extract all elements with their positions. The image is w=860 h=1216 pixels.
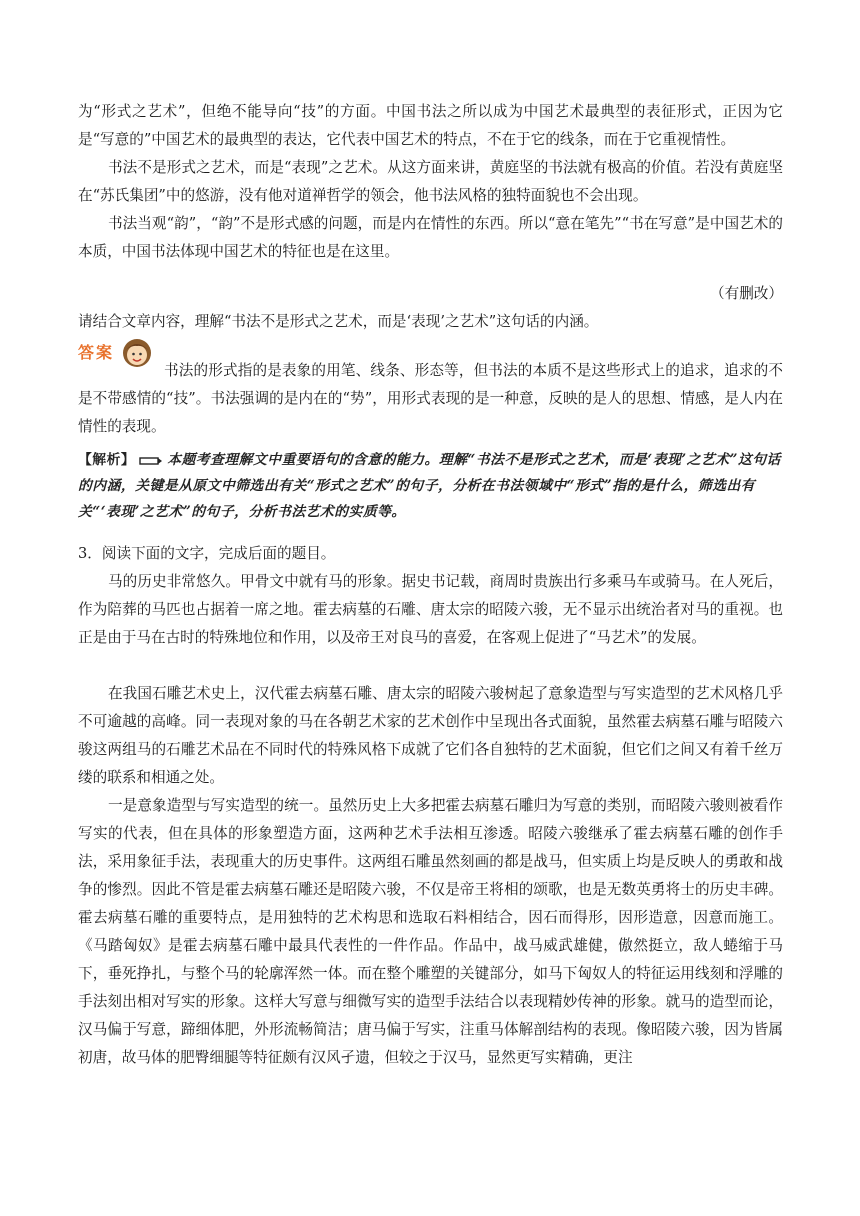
paragraph-calligraphy-yun: 书法当观“韵”，“韵”不是形式感的问题，而是内在情性的东西。所以“意在笔先”“书在写意”是中国艺术的本质，中国书法体现中国艺术的特征也是在这里。 [78, 215, 783, 260]
source-note: （有删改） [710, 285, 783, 302]
question3-paragraph-3: 一是意象造型与写实造型的统一。虽然历史上大多把霍去病墓石雕归为写意的类别，而昭陵六骏则被看作写实的代表，但在具体的形象塑造方面，这两种艺术手法相互渗透。昭陵六骏继承了霍去病墓石雕的创作手法，采用象征手法，表现重大的历史事件。这两组石雕虽然刻画的都是战马，但实质上均是反映人的勇敢和战争的惨烈。因此不管是霍去病墓石雕还是昭陵六骏，不仅是帝王将相的颂歌，也是无数英勇将士的历史丰碑。霍去病墓石雕的重要特点，是用独特的艺术构思和选取石料相结合，因石而得形，因形造意，因意而施工。《马踏匈奴》是霍去病墓石雕中最具代表性的一件作品。作品中，战马威武雄健，傲然挺立，敌人蜷缩于马下，垂死挣扎，与整个马的轮廓浑然一体。而在整个雕塑的关键部分，如马下匈奴人的特征运用线刻和浮雕的手法刻出相对写实的形象。这样大写意与细微写实的造型手法结合以表现精妙传神的形象。就马的造型而论，汉马偏于写意，蹄细体肥，外形流畅简洁；唐马偏于写实，注重马体解剖结构的表现。像昭陵六骏，因为皆属初唐，故马体的肥臀细腿等特征颇有汉风孑遗，但较之于汉马，显然更写实精确，更注 [78, 797, 783, 1066]
pen-icon [139, 455, 163, 467]
question3-heading: 3．阅读下面的文字，完成后面的题目。 [78, 545, 336, 562]
question3-paragraph-1: 马的历史非常悠久。甲骨文中就有马的形象。据史书记载，商周时贵族出行多乘马车或骑马。在人死后，作为陪葬的马匹也占据着一席之地。霍去病墓的石雕、唐太宗的昭陵六骏，无不显示出统治者对马的重视。也正是由于马在古时的特殊地位和作用，以及帝王对良马的喜爱，在客观上促进了“马艺术”的发展。 [78, 573, 783, 646]
answer-text: 书法的形式指的是表象的用笔、线条、形态等，但书法的本质不是这些形式上的追求，追求的不是不带感情的“技”。书法强调的是内在的“势”，用形式表现的是一种意，反映的是人的思想、情感，是人内在情性的表现。 [78, 362, 783, 435]
question-prompt: 请结合文章内容，理解“书法不是形式之艺术，而是‘表现’之艺术”这句话的内涵。 [78, 313, 599, 330]
paragraph-continuation: 为“形式之艺术”，但绝不能导向“技”的方面。中国书法之所以成为中国艺术最典型的表征形式，正因为它是“写意的”中国艺术的最典型的表达，它代表中国艺术的特点，不在于它的线条，而在于它重视情性。 [78, 103, 783, 148]
answer-label: 答案 [78, 343, 115, 362]
analysis-text: 本题考查理解文中重要语句的含意的能力。理解“书法不是形式之艺术，而是‘表现’之艺术”这句话的内涵，关键是从原文中筛选出有关“形式之艺术”的句子，分析在书法领域中“形式”指的是什么，筛选出有关“‘表现’之艺术”的句子，分析书法艺术的实质等。 [78, 452, 781, 520]
analysis-block [78, 447, 783, 525]
question3-paragraph-2: 在我国石雕艺术史上，汉代霍去病墓石雕、唐太宗的昭陵六骏树起了意象造型与写实造型的艺术风格几乎不可逾越的高峰。同一表现对象的马在各朝艺术家的艺术创作中呈现出各式面貌，虽然霍去病墓石雕与昭陵六骏这两组马的石雕艺术品在不同时代的特殊风格下成就了它们各自独特的艺术面貌，但它们之间又有着千丝万缕的联系和相通之处。 [78, 685, 783, 786]
paragraph-calligraphy-expression: 书法不是形式之艺术，而是“表现”之艺术。从这方面来讲，黄庭坚的书法就有极高的价值。若没有黄庭坚在“苏氏集团”中的悠游，没有他对道禅哲学的领会，他书法风格的独特面貌也不会出现。 [78, 159, 783, 204]
analysis-tag: 【解析】 [78, 452, 136, 468]
